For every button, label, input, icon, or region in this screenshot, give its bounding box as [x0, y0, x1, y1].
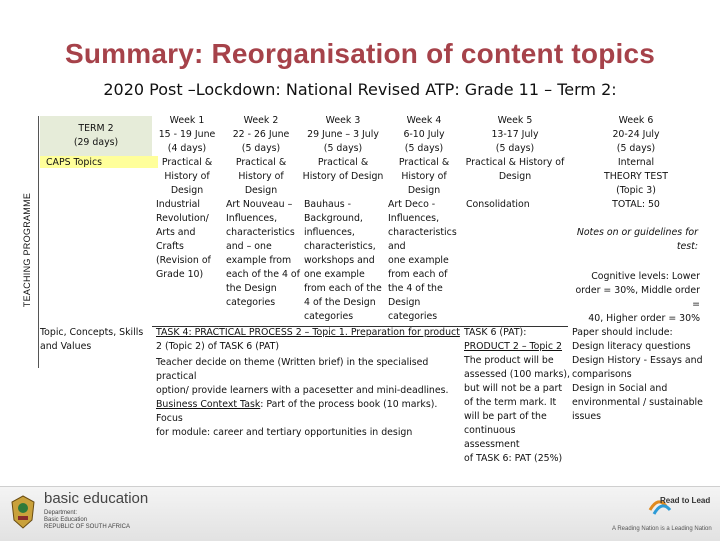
week-3-header: Week 3 29 June – 3 July (5 days): [307, 115, 379, 154]
week-1-header: Week 1 15 - 19 June (4 days): [158, 115, 216, 154]
side-divider: [38, 116, 39, 368]
slide-subtitle: 2020 Post –Lockdown: National Revised ATP: Grade 11 – Term 2:: [103, 80, 617, 99]
org-subtitle: Department: Basic Education REPUBLIC OF SOUTH AFRICA: [44, 510, 131, 530]
slide-title: Summary: Reorganisation of content topics: [64, 38, 656, 69]
term-cell: TERM 2 (29 days): [40, 116, 152, 166]
topic-concepts-label: Topic, Concepts, Skills and Values: [40, 327, 144, 352]
week-5-caps: Practical & History of Design: [465, 157, 565, 182]
week-1-caps: Practical & History of Design: [161, 157, 213, 196]
org-name: basic education: [44, 490, 149, 507]
week-4-header: Week 4 6-10 July (5 days): [403, 115, 445, 154]
paper-includes: Paper should include: Design literacy questions Design History - Essays and comparisons Design in Social and environmental / sustainable issues: [572, 327, 703, 422]
task-6-body: The product will be assessed (100 marks), but will not be a part of the term mark. It will be part of the continuous assessment of TASK 6: PAT (25%): [464, 355, 570, 464]
caps-topics-label: CAPS Topics: [40, 156, 158, 168]
coat-of-arms-icon: [8, 494, 38, 530]
week-2-header: Week 2 22 - 26 June (5 days): [232, 115, 290, 154]
week-5-header: Week 5 13-17 July (5 days): [491, 115, 539, 154]
week-3-caps: Practical & History of Design: [302, 157, 384, 182]
notes-heading: Notes on or guidelines for test:: [576, 227, 698, 252]
week-4-detail: Art Deco - Influences, characteristics and one example from each of the 4 of the Design categories: [388, 199, 457, 322]
week-4-caps: Practical & History of Design: [398, 157, 450, 196]
task-4-title: TASK 4: PRACTICAL PROCESS 2 – Topic 1. Preparation for product: [156, 327, 460, 338]
cognitive-levels: Cognitive levels: Lower order = 30%, Middle order = 40, Higher order = 30%: [575, 271, 700, 324]
read-to-lead-tagline: A Reading Nation is a Leading Nation: [612, 526, 712, 532]
teaching-programme-label: TEACHING PROGRAMME: [22, 192, 32, 308]
business-context-label: Business Context Task: [156, 399, 261, 410]
read-to-lead-text: Read to Lead: [660, 496, 711, 505]
week-1-detail: Industrial Revolution/ Arts and Crafts (Revision of Grade 10): [156, 199, 211, 280]
week-5-detail: Consolidation: [466, 199, 530, 210]
business-context-task: [156, 398, 466, 440]
week-2-caps: Practical & History of Design: [235, 157, 287, 196]
business-context-body: : Part of the process book (10 marks). Focus for module: career and tertiary opportunities in design: [156, 399, 438, 438]
read-to-lead-logo-icon: [648, 490, 711, 520]
week-3-detail: Bauhaus - Background, influences, characteristics, workshops and one example from each of the 4 of the Design categories: [304, 199, 382, 322]
task-4-body: Teacher decide on theme (Written brief) in the specialised practical option/ provide learners with a pacesetter and mini-deadlines.: [156, 357, 449, 396]
week-6-caps: Internal THEORY TEST (Topic 3) TOTAL: 50: [603, 157, 669, 210]
task-6-subtitle: PRODUCT 2 – Topic 2: [464, 341, 563, 352]
task-6-title: TASK 6 (PAT):: [464, 327, 527, 338]
task-4-subtitle: 2 (Topic 2) of TASK 6 (PAT): [156, 341, 279, 352]
week-2-detail: Art Nouveau – Influences, characteristics and – one example from each of the 4 of the Design categories: [226, 199, 300, 308]
week-6-header: Week 6 20-24 July (5 days): [612, 115, 660, 154]
